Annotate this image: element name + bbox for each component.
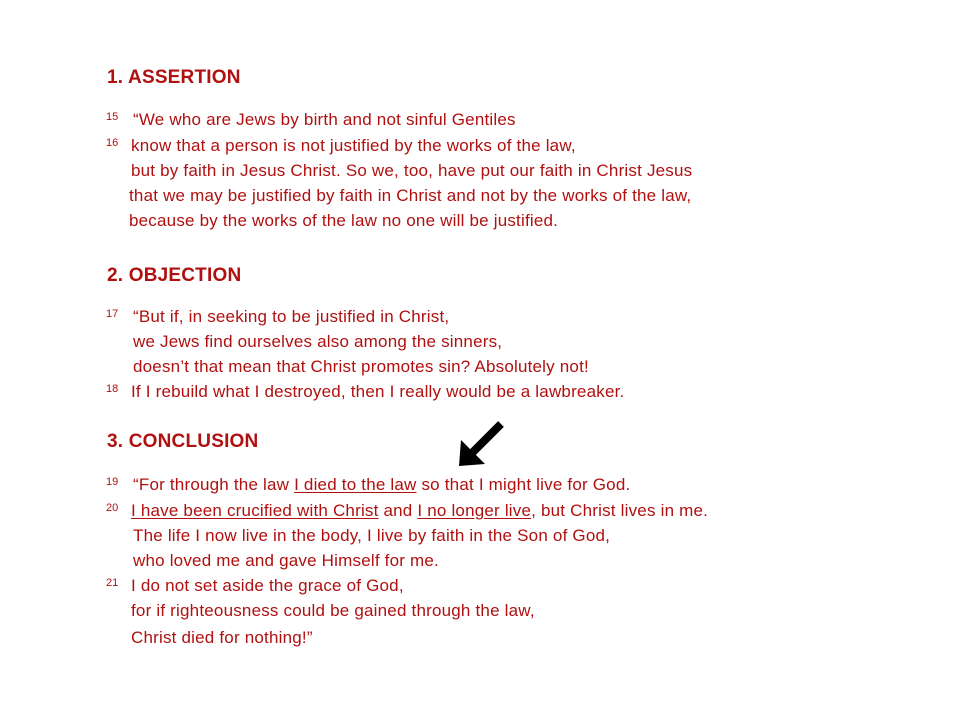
verse-number: 20 (106, 502, 119, 514)
underlined-phrase: I no longer live (417, 501, 532, 520)
text-line (133, 526, 610, 546)
text-line (133, 307, 449, 327)
text-line (131, 501, 708, 521)
underlined-phrase: I died to the law (294, 475, 417, 494)
text-segment: , but Christ lives in me. (531, 501, 709, 520)
verse-number: 19 (106, 476, 119, 488)
arrow-down-left-icon (455, 418, 507, 470)
section-heading-objection: 2. OBJECTION (107, 265, 242, 286)
verse-number: 21 (106, 577, 119, 589)
text-segment: “But if, in seeking to be justified in Christ, (133, 307, 450, 326)
text-segment: but by faith in Jesus Christ. So we, too, have put our faith in Christ Jesus (131, 161, 693, 180)
text-segment: Christ died for nothing!” (131, 628, 313, 647)
text-segment: The life I now live in the body, I live by faith in the Son of God, (133, 526, 611, 545)
text-line (133, 110, 516, 130)
text-line (131, 136, 576, 156)
text-line (131, 628, 313, 648)
text-segment: “For through the law (133, 475, 295, 494)
text-segment: so that I might live for God. (416, 475, 631, 494)
text-segment: If I rebuild what I destroyed, then I really would be a lawbreaker. (131, 382, 625, 401)
text-segment: “We who are Jews by birth and not sinful Gentiles (133, 110, 516, 129)
text-segment: that we may be justified by faith in Christ and not by the works of the law, (129, 186, 692, 205)
text-segment: because by the works of the law no one will be justified. (129, 211, 559, 230)
text-segment: who loved me and gave Himself for me. (133, 551, 439, 570)
verse-number: 17 (106, 308, 119, 320)
verse-number: 16 (106, 137, 119, 149)
text-segment: doesn’t that mean that Christ promotes sin? Absolutely not! (133, 357, 589, 376)
text-segment: we Jews find ourselves also among the sinners, (133, 332, 503, 351)
underlined-phrase: I have been crucified with Christ (131, 501, 379, 520)
text-segment: and (378, 501, 418, 520)
text-line (131, 576, 404, 596)
verse-number: 15 (106, 111, 119, 123)
section-heading-conclusion: 3. CONCLUSION (107, 431, 259, 452)
text-line (129, 186, 691, 206)
section-heading-assertion: 1. ASSERTION (107, 67, 241, 88)
text-line (129, 211, 558, 231)
text-line (133, 475, 630, 495)
text-line (131, 161, 692, 181)
text-line (131, 601, 535, 621)
text-line (133, 332, 502, 352)
text-segment: know that a person is not justified by the works of the law, (131, 136, 576, 155)
text-line (131, 382, 624, 402)
verse-number: 18 (106, 383, 119, 395)
text-line (133, 357, 589, 377)
text-segment: for if righteousness could be gained through the law, (131, 601, 535, 620)
text-line (133, 551, 439, 571)
text-segment: I do not set aside the grace of God, (131, 576, 404, 595)
